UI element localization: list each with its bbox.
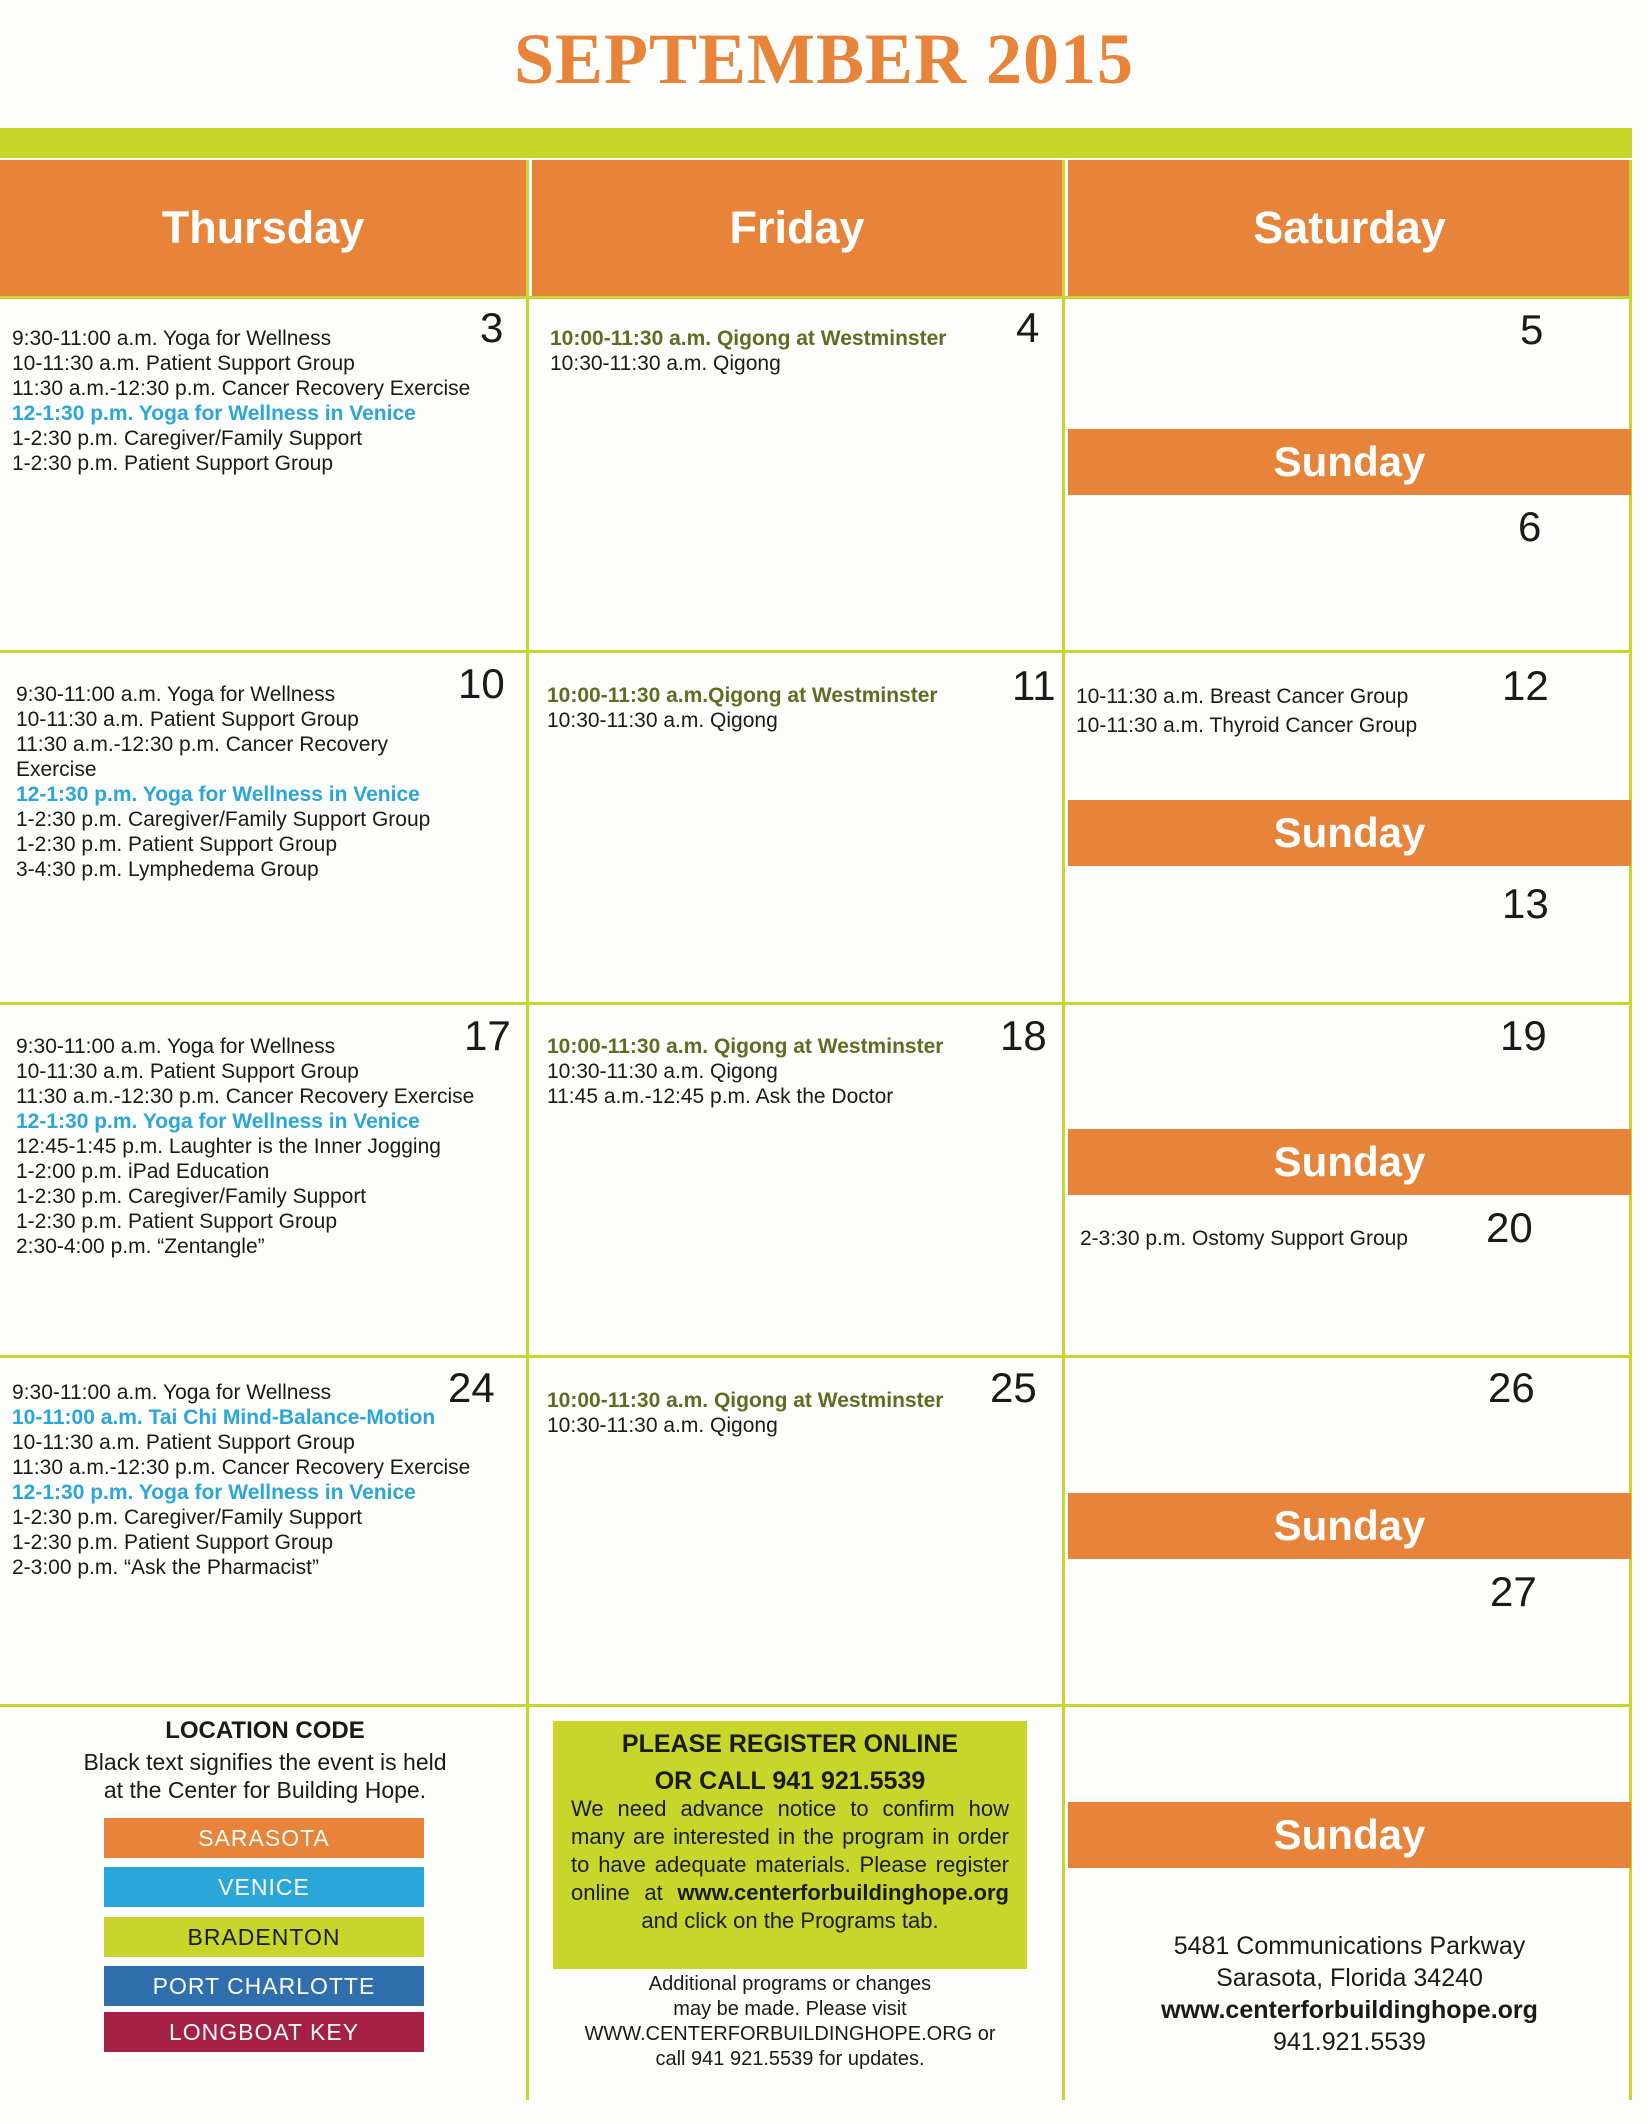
date-number: 20 [1486,1204,1533,1251]
date-number: 5 [1520,306,1544,353]
register-text: We need advance notice to confirm how many are interested in the program in order to have adequate materials. Please register online at www.centerforbuildinghope.org and click on the Programs tab. [571,1796,1009,1933]
date-number: 12 [1502,662,1549,709]
event-list: 10:00-11:30 a.m. Qigong at Westminster 10:30-11:30 a.m. Qigong [550,327,947,375]
header-saturday: Saturday [1068,160,1631,296]
phone-number: 941.921.5539 [1273,2028,1426,2056]
grid-line [0,650,1632,653]
date-number: 10 [458,660,505,707]
grid-line [1062,160,1065,2100]
event-list: 9:30-11:00 a.m. Yoga for Wellness 10-11:30 a.m. Patient Support Group 11:30 a.m.-12:30 p.m. Cancer Recovery Exercise 12-1:30 p.m. Yoga for Wellness in Venice 1-2:30 p.m. Caregiver/Family Support Group 1-2:30 p.m. Patient Support Group 3-4:30 p.m. Lymphedema Group [16,683,431,881]
grid-line [0,296,1632,299]
date-number: 18 [1000,1012,1047,1059]
header-thursday: Thursday [0,160,526,296]
date-number: 11 [1012,662,1056,709]
date-number: 13 [1502,880,1549,927]
location-bradenton: BRADENTON [104,1917,424,1957]
header-friday: Friday [532,160,1062,296]
address-block: 5481 Communications Parkway Sarasota, Florida 34240 www.centerforbuildinghope.org 941.921.5539 [1068,1930,1631,2058]
additional-info: Additional programs or changes may be made. Please visit WWW.CENTERFORBUILDINGHOPE.ORG or call 941 921.5539 for updates. [584,1973,996,2070]
date-number: 6 [1518,503,1542,550]
event-list: 10:00-11:30 a.m.Qigong at Westminster 10:30-11:30 a.m. Qigong [547,684,938,732]
event-list: 9:30-11:00 a.m. Yoga for Wellness 10-11:30 a.m. Patient Support Group 11:30 a.m.-12:30 p.m. Cancer Recovery Exercise 12-1:30 p.m. Yoga for Wellness in Venice 1-2:30 p.m. Caregiver/Family Support 1-2:30 p.m. Patient Support Group [12,327,471,475]
sunday-header: Sunday [1068,1129,1631,1195]
location-code-title: LOCATION CODE [165,1717,365,1744]
sunday-header: Sunday [1068,1493,1631,1559]
event-list: 2-3:30 p.m. Ostomy Support Group [1080,1227,1408,1250]
date-number: 26 [1488,1364,1535,1411]
event-list: 9:30-11:00 a.m. Yoga for Wellness 10-11:00 a.m. Tai Chi Mind-Balance-Motion 10-11:30 a.m. Patient Support Group 11:30 a.m.-12:30 p.m. Cancer Recovery Exercise 12-1:30 p.m. Yoga for Wellness in Venice 1-2:30 p.m. Caregiver/Family Support 1-2:30 p.m. Patient Support Group 2-3:00 p.m. “Ask the Pharmacist” [12,1381,471,1579]
grid-line [0,1704,1632,1707]
page-title: SEPTEMBER 2015 [513,19,1135,99]
sunday-header: Sunday [1068,800,1631,866]
website-link[interactable]: www.centerforbuildinghope.org [1161,1996,1538,2024]
date-number: 3 [480,304,504,351]
date-number: 19 [1500,1012,1547,1059]
date-number: 24 [448,1364,495,1411]
location-venice: VENICE [104,1867,424,1907]
grid-line [526,160,529,2100]
location-longboat-key: LONGBOAT KEY [104,2012,424,2052]
register-box: PLEASE REGISTER ONLINE OR CALL 941 921.5539 We need advance notice to confirm how many are interested in the program in order to have adequate materials. Please register online at www.centerforbuildinghope.org and click on the Programs tab. [553,1721,1027,1969]
sunday-header: Sunday [1068,1802,1631,1868]
date-number: 25 [990,1364,1037,1411]
event-list: 10-11:30 a.m. Breast Cancer Group 10-11:30 a.m. Thyroid Cancer Group [1076,685,1418,737]
event-list: 9:30-11:00 a.m. Yoga for Wellness 10-11:30 a.m. Patient Support Group 11:30 a.m.-12:30 p.m. Cancer Recovery Exercise 12-1:30 p.m. Yoga for Wellness in Venice 12:45-1:45 p.m. Laughter is the Inner Jogging 1-2:00 p.m. iPad Education 1-2:30 p.m. Caregiver/Family Support 1-2:30 p.m. Patient Support Group 2:30-4:00 p.m. “Zentangle” [16,1035,475,1258]
location-sarasota: SARASOTA [104,1818,424,1858]
sunday-header: Sunday [1068,429,1631,495]
website-link[interactable]: www.centerforbuildinghope.org [677,1880,1009,1905]
header-band [0,128,1632,158]
event-list: 10:00-11:30 a.m. Qigong at Westminster 10:30-11:30 a.m. Qigong 11:45 a.m.-12:45 p.m. Ask the Doctor [547,1035,944,1108]
date-number: 4 [1016,304,1040,351]
grid-line [0,1355,1632,1358]
location-port-charlotte: PORT CHARLOTTE [104,1966,424,2006]
date-number: 17 [464,1012,511,1059]
location-code-description: Black text signifies the event is held at the Center for Building Hope. [83,1749,447,1803]
grid-line [0,1002,1632,1005]
date-number: 27 [1490,1568,1537,1615]
event-list: 10:00-11:30 a.m. Qigong at Westminster 10:30-11:30 a.m. Qigong [547,1389,944,1437]
